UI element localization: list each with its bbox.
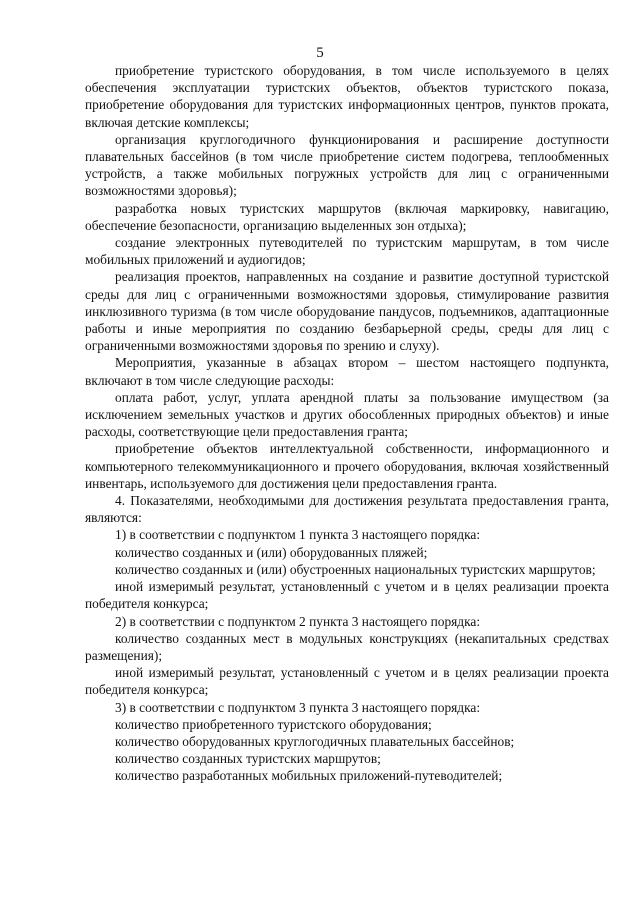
paragraph: 2) в соответствии с подпунктом 2 пункта 3 настоящего порядка: xyxy=(115,613,481,629)
paragraph: оплата работ, услуг, уплата арендной платы за пользование имуществом (за исключением земельных участков и других обособленных природных объектов) и иные расходы, соответствующие цели предоставления гранта; xyxy=(85,389,609,440)
paragraph: организация круглогодичного функционирования и расширение доступности плавательных бассейнов (в том числе приобретение систем подогрева, теплообменных устройств, а также мобильных погружных устройств для лиц с ограниченными возможностями здоровья); xyxy=(85,131,609,199)
paragraph: количество приобретенного туристского оборудования; xyxy=(115,716,432,732)
document-body xyxy=(85,62,609,785)
paragraph: количество созданных и (или) оборудованных пляжей; xyxy=(115,544,428,560)
paragraph: количество разработанных мобильных приложений-путеводителей; xyxy=(115,768,503,784)
paragraph: Мероприятия, указанные в абзацах втором – шестом настоящего подпункта, включают в том числе следующие расходы: xyxy=(85,355,609,388)
page-number: 5 xyxy=(316,45,324,61)
paragraph: разработка новых туристских маршрутов (включая маркировку, навигацию, обеспечение безопасности, организацию выделенных зон отдыха); xyxy=(85,200,609,233)
paragraph: приобретение объектов интеллектуальной собственности, информационного и компьютерного телекоммуникационного и прочего оборудования, включая хозяйственный инвентарь, используемого для достижения цели предоставления гранта. xyxy=(85,441,609,491)
paragraph: иной измеримый результат, установленный с учетом и в целях реализации проекта победителя конкурса; xyxy=(85,665,609,698)
paragraph: реализация проектов, направленных на создание и развитие доступной туристской среды для лиц с ограниченными возможностями здоровья, стимулирование развития инклюзивного туризма (в том числе оборудование пандусов, подъемников, адаптационные работы и иные мероприятия по созданию безбарьерной среды, среды для лиц с ограниченными возможностями здоровья по зрению и слуху). xyxy=(85,269,609,354)
paragraph: создание электронных путеводителей по туристским маршрутам, в том числе мобильных приложений и аудиогидов; xyxy=(85,235,609,268)
paragraph: количество созданных и (или) обустроенных национальных туристских маршрутов; xyxy=(115,561,596,577)
paragraph: 3) в соответствии с подпунктом 3 пункта 3 настоящего порядка: xyxy=(115,699,481,715)
paragraph: количество созданных туристских маршрутов; xyxy=(115,751,381,767)
paragraph: приобретение туристского оборудования, в том числе используемого в целях обеспечения эксплуатации туристских объектов, объектов туристского показа, приобретение оборудования для туристских информационных центров, пунктов проката, включая детские комплексы; xyxy=(85,63,609,130)
paragraph: 4. Показателями, необходимыми для достижения результата предоставления гранта, являются: xyxy=(85,493,609,526)
paragraph: 1) в соответствии с подпунктом 1 пункта 3 настоящего порядка: xyxy=(115,527,481,543)
paragraph: иной измеримый результат, установленный с учетом и в целях реализации проекта победителя конкурса; xyxy=(85,579,609,612)
paragraph: количество оборудованных круглогодичных плавательных бассейнов; xyxy=(115,733,515,749)
paragraph: количество созданных мест в модульных конструкциях (некапитальных средствах размещения); xyxy=(85,630,609,663)
